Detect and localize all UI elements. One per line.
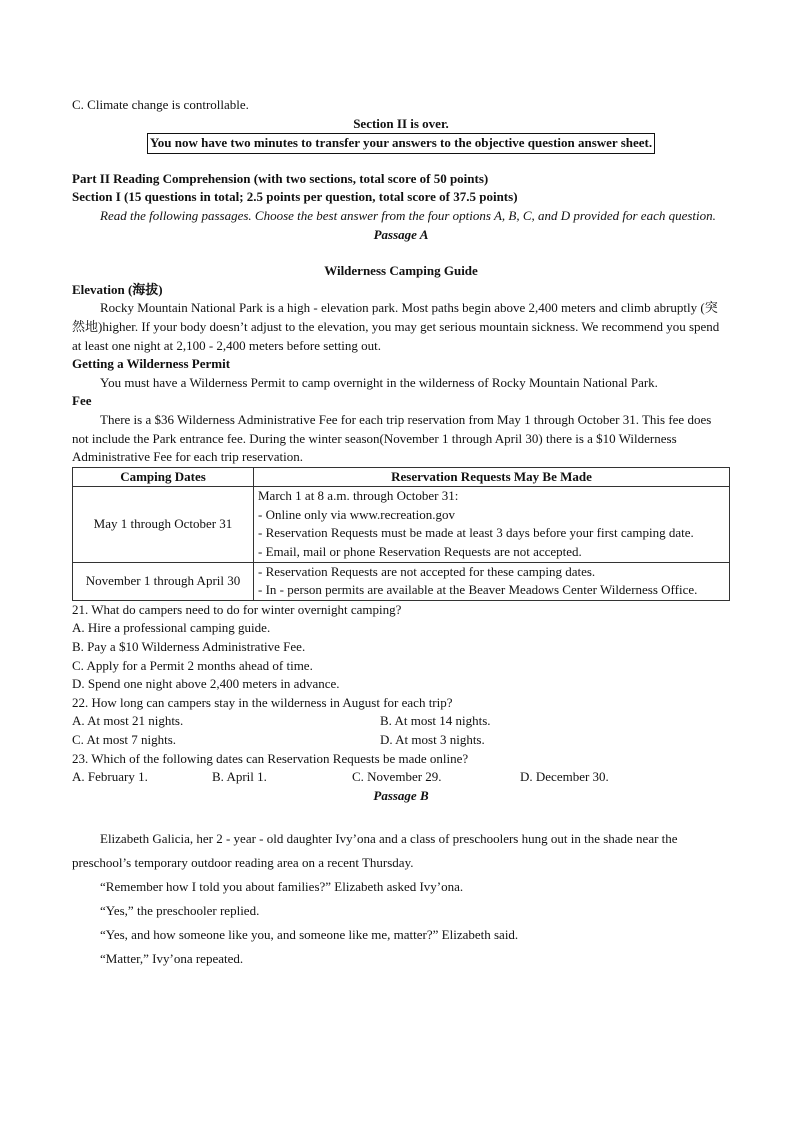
question-23-option-d: D. December 30. [520,769,609,785]
table-cell-line: March 1 at 8 a.m. through October 31: [258,488,459,504]
transfer-notice: You now have two minutes to transfer your answers to the objective question answer sheet. [147,133,655,154]
question-23-stem: 23. Which of the following dates can Reservation Requests be made online? [72,750,469,766]
document-page [72,96,730,971]
question-21-option-b: B. Pay a $10 Wilderness Administrative Fee. [72,639,306,655]
table-cell-line: - Reservation Requests must be made at least 3 days before your first camping date. [258,525,694,541]
table-cell-line: - Online only via www.recreation.gov [258,506,455,522]
passage-b-paragraph: “Yes,” the preschooler replied. [100,903,260,919]
question-22-option-a: A. At most 21 nights. [72,713,184,729]
previous-question-option: C. Climate change is controllable. [72,97,249,112]
table-cell-line: - In - person permits are available at the Beaver Meadows Center Wilderness Office. [258,582,698,598]
question-21-option-d: D. Spend one night above 2,400 meters in advance. [72,676,340,692]
passage-a-label: Passage A [373,226,429,242]
table-row [73,562,730,600]
reservation-table [72,467,730,601]
question-23-options-row [72,768,730,787]
passage-b-paragraph: “Remember how I told you about families?” Elizabeth asked Ivy’ona. [100,879,464,895]
table-cell-dates: November 1 through April 30 [73,562,254,600]
question-23-option-c: C. November 29. [352,769,442,785]
passage-a-title: Wilderness Camping Guide [324,263,478,279]
table-cell-line: - Email, mail or phone Reservation Requests are not accepted. [258,544,582,560]
question-22-option-c: C. At most 7 nights. [72,732,177,747]
table-header-row [73,467,730,487]
table-header-dates: Camping Dates [73,467,254,487]
section-heading: Section I (15 questions in total; 2.5 points per question, total score of 37.5 points) [72,189,518,205]
permit-heading: Getting a Wilderness Permit [72,356,231,372]
section-over-notice: Section II is over. [353,115,449,131]
question-22-stem: 22. How long can campers stay in the wilderness in August for each trip? [72,694,453,710]
fee-heading: Fee [72,393,92,409]
passage-b-paragraph: “Yes, and how someone like you, and someone like me, matter?” Elizabeth said. [100,927,519,943]
table-cell-line: - Reservation Requests are not accepted for these camping dates. [258,563,596,579]
question-22-options-row-1 [72,712,730,731]
table-cell-requests [254,562,730,600]
table-header-requests: Reservation Requests May Be Made [254,467,730,487]
question-23-option-b: B. April 1. [212,769,267,785]
question-22-options-row-2 [72,731,730,750]
table-row [73,487,730,562]
permit-text: You must have a Wilderness Permit to camp overnight in the wilderness of Rocky Mountain National Park. [100,374,658,390]
passage-b-body [72,827,730,971]
question-23-option-a: A. February 1. [72,769,148,785]
question-22-option-d: D. At most 3 nights. [380,732,485,747]
passage-b-paragraph: “Matter,” Ivy’ona repeated. [100,951,244,967]
part-heading: Part II Reading Comprehension (with two sections, total score of 50 points) [72,170,489,186]
table-cell-requests [254,487,730,562]
question-21-stem: 21. What do campers need to do for winter overnight camping? [72,601,402,617]
elevation-heading: Elevation (海拔) [72,281,163,297]
fee-text: There is a $36 Wilderness Administrative Fee for each trip reservation from May 1 through October 31. This fee does not include the Park entrance fee. During the winter season(November 1 through April 30) there is a $10 Wilderness Administrative Fee for each trip reservation. [72,411,712,465]
passage-b-label: Passage B [373,787,429,803]
passage-b-paragraph: Elizabeth Galicia, her 2 - year - old daughter Ivy’ona and a class of preschoolers hung out in the shade near the preschool’s temporary outdoor reading area on a recent Thursday. [72,831,678,871]
transfer-notice-line [72,133,730,154]
elevation-text: Rocky Mountain National Park is a high - elevation park. Most paths begin above 2,400 meters and climb abruptly (突然地)higher. If your body doesn’t adjust to the elevation, you may get serious mountain sickness. We recommend you spend at least one night at 2,100 - 2,400 meters before setting out. [72,300,720,353]
question-21-option-a: A. Hire a professional camping guide. [72,620,271,636]
table-cell-dates: May 1 through October 31 [73,487,254,562]
instructions: Read the following passages. Choose the best answer from the four options A, B, C, and D provided for each question. [100,207,716,223]
question-21-option-c: C. Apply for a Permit 2 months ahead of time. [72,657,313,673]
question-22-option-b: B. At most 14 nights. [380,713,491,729]
